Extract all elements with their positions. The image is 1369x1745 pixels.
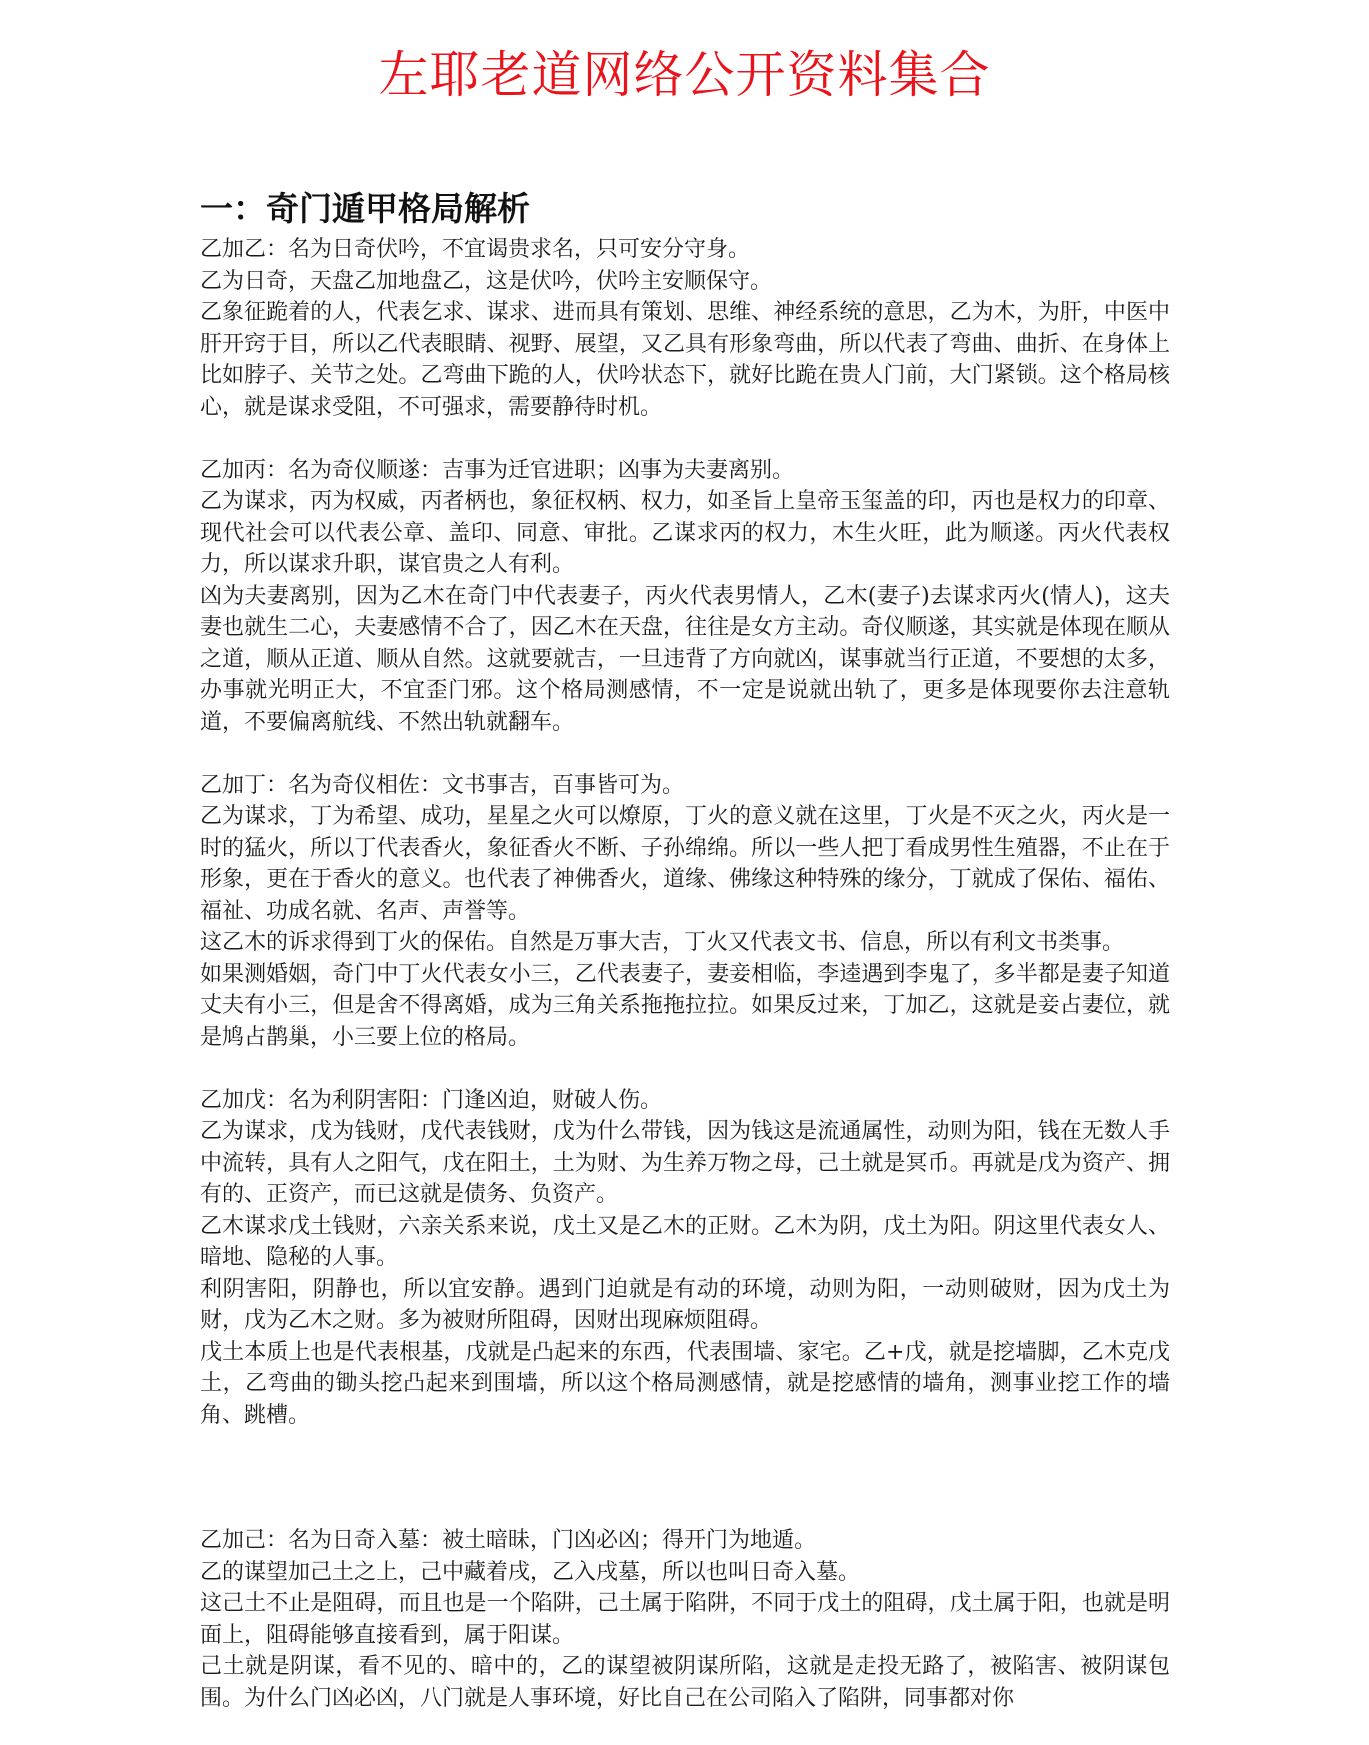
spacer (200, 423, 1170, 455)
paragraph: 乙木谋求戊土钱财，六亲关系来说，戊土又是乙木的正财。乙木为阴，戊土为阳。阴这里代表女人、暗地、隐秘的人事。 (200, 1213, 1170, 1270)
entry-summary-text: ：名为奇仪顺遂：吉事为迁官进职；凶事为夫妻离别。 (266, 457, 795, 483)
paragraph: 如果测婚姻，奇门中丁火代表女小三，乙代表妻子，妻妾相临，李逵遇到李鬼了，多半都是妻子知道丈夫有小三，但是舍不得离婚，成为三角关系拖拖拉拉。如果反过来，丁加乙，这就是妾占妻位，就是鸠占鹊巢，小三要上位的格局。 (200, 961, 1170, 1050)
entry-lead: 乙加丁 (200, 772, 267, 798)
entry-summary-text: ：名为日奇伏吟，不宜谒贵求名，只可安分守身。 (266, 237, 751, 262)
entry-summary (200, 234, 1170, 266)
paragraph: 乙象征跪着的人，代表乞求、谋求、进而具有策划、思维、神经系统的意思，乙为木，为肝，中医中肝开窍于目，所以乙代表眼睛、视野、展望，又乙具有形象弯曲，所以代表了弯曲、曲折、在身体上比如脖子、关节之处。乙弯曲下跪的人，伏吟状态下，就好比跪在贵人门前，大门紧锁。这个格局核心，就是谋求受阻，不可强求，需要静待时机。 (200, 300, 1170, 420)
entry-lead: 乙加己 (200, 1528, 267, 1553)
paragraph: 乙为日奇，天盘乙加地盘乙，这是伏吟，伏吟主安顺保守。 (200, 268, 773, 294)
entry-summary (200, 1525, 1170, 1557)
entry-summary-text: ：名为奇仪相佐：文书事吉，百事皆可为。 (266, 772, 685, 798)
entry-yi-jia-ji (200, 1525, 1170, 1714)
entry-lead: 乙加乙 (200, 237, 267, 262)
entry-summary (200, 1085, 1170, 1117)
section-heading: 一：奇门遁甲格局解析 (200, 189, 530, 228)
entry-summary (200, 770, 1170, 802)
paragraph: 这己土不止是阻碍，而且也是一个陷阱，己土属于陷阱，不同于戊土的阻碍，戊土属于阳，也就是明面上，阻碍能够直接看到，属于阳谋。 (200, 1591, 1170, 1648)
document-body (200, 186, 1170, 1714)
paragraph: 己土就是阴谋，看不见的、暗中的，乙的谋望被阴谋所陷，这就是走投无路了，被陷害、被阴谋包围。为什么门凶必凶，八门就是人事环境，好比自己在公司陷入了陷阱，同事都对你 (200, 1654, 1170, 1711)
paragraph: 乙为谋求，戊为钱财，戊代表钱财，戊为什么带钱，因为钱这是流通属性，动则为阳，钱在无数人手中流转，具有人之阳气，戊在阳土，土为财、为生养万物之母，己土就是冥币。再就是戊为资产、拥有的、正资产，而已这就是债务、负资产。 (200, 1119, 1170, 1207)
paragraph: 凶为夫妻离别，因为乙木在奇门中代表妻子，丙火代表男情人，乙木(妻子)去谋求丙火(情人)，这夫妻也就生二心，夫妻感情不合了，因乙木在天盘，往往是女方主动。奇仪顺遂，其实就是体现在顺从之道，顺从正道、顺从自然。这就要就吉，一旦违背了方向就凶，谋事就当行正道，不要想的太多，办事就光明正大，不宜歪门邪。这个格局测感情，不一定是说就出轨了，更多是体现要你去注意轨道，不要偏离航线、不然出轨就翻车。 (200, 583, 1170, 735)
entry-yi-jia-wu (200, 1085, 1170, 1432)
entry-lead: 乙加丙 (200, 457, 267, 483)
document-title: 左耶老道网络公开资料集合 (378, 46, 991, 104)
entry-summary (200, 455, 1170, 487)
paragraph: 这乙木的诉求得到丁火的保佑。自然是万事大吉，丁火又代表文书、信息，所以有利文书类事。 (200, 930, 1125, 955)
paragraph: 利阴害阳，阴静也，所以宜安静。遇到门迫就是有动的环境，动则为阳，一动则破财，因为戊土为财，戊为乙木之财。多为被财所阻碍，因财出现麻烦阻碍。 (200, 1276, 1170, 1333)
entry-yi-jia-ding (200, 770, 1170, 1054)
entry-yi-jia-bing (200, 455, 1170, 739)
spacer (200, 738, 1170, 770)
paragraph: 戊土本质上也是代表根基，戊就是凸起来的东西，代表围墙、家宅。乙+戊，就是挖墙脚，乙木克戊土，乙弯曲的锄头挖凸起来到围墙，所以这个格局测感情，就是挖感情的墙角，测事业挖工作的墙角、跳槽。 (200, 1339, 1170, 1428)
entry-yi-jia-yi (200, 234, 1170, 423)
spacer (200, 1431, 1170, 1525)
spacer (200, 1053, 1170, 1085)
paragraph: 乙为谋求，丙为权威，丙者柄也，象征权柄、权力，如圣旨上皇帝玉玺盖的印，丙也是权力的印章、现代社会可以代表公章、盖印、同意、审批。乙谋求丙的权力，木生火旺，此为顺遂。丙火代表权力，所以谋求升职，谋官贵之人有利。 (200, 489, 1170, 577)
entry-summary-text: ：名为利阴害阳：门逢凶迫，财破人伤。 (266, 1087, 663, 1113)
paragraph: 乙的谋望加己土之上，己中藏着戌，乙入戌墓，所以也叫日奇入墓。 (200, 1559, 861, 1585)
paragraph: 乙为谋求，丁为希望、成功，星星之火可以燎原，丁火的意义就在这里，丁火是不灭之火，丙火是一时的猛火，所以丁代表香火，象征香火不断、子孙绵绵。所以一些人把丁看成男性生殖器，不止在于形象，更在于香火的意义。也代表了神佛香火，道缘、佛缘这种特殊的缘分，丁就成了保佑、福佑、福祉、功成名就、名声、声誉等。 (200, 804, 1170, 924)
entry-summary-text: ：名为日奇入墓：被土暗昧，门凶必凶；得开门为地遁。 (266, 1528, 817, 1553)
entry-lead: 乙加戊 (200, 1087, 267, 1113)
